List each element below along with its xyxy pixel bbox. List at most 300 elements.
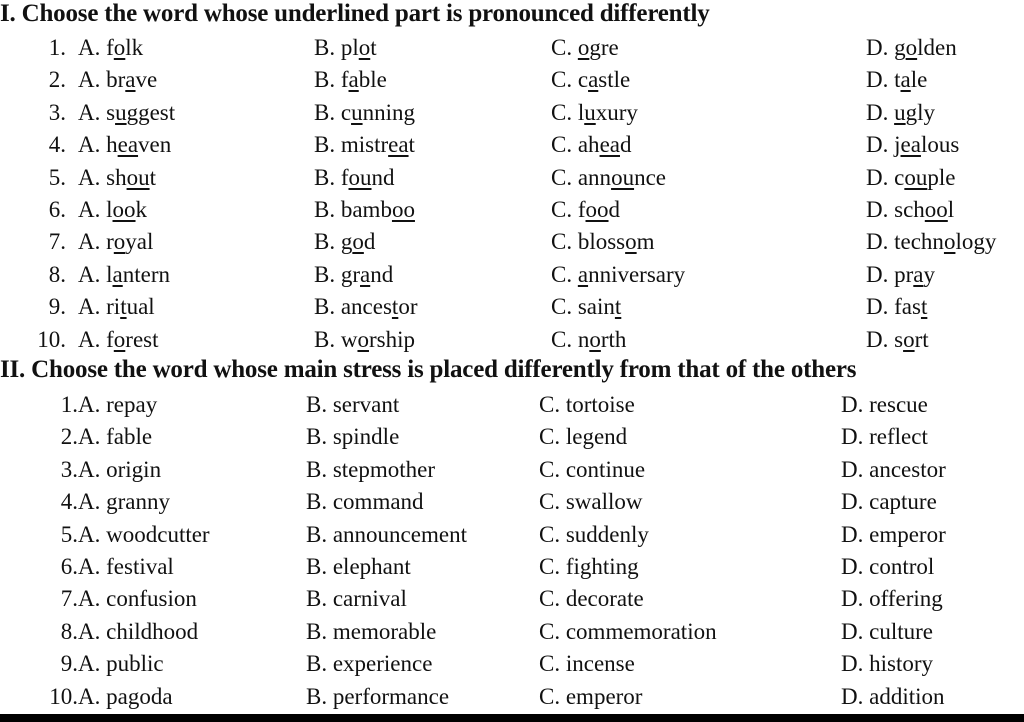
option-word: servant <box>332 392 400 417</box>
answer-option <box>78 226 153 258</box>
option-word: spindle <box>332 424 400 450</box>
option-letter: B. <box>306 683 328 709</box>
answer-option <box>539 519 649 551</box>
answer-option <box>539 648 635 680</box>
word-part: sh <box>106 164 127 190</box>
underlined-part: ea <box>388 132 409 158</box>
option-word: capture <box>869 489 937 515</box>
question-row <box>0 551 1024 583</box>
option-letter: C. <box>551 326 573 352</box>
question-number: 2. <box>48 67 66 93</box>
word-part: br <box>106 67 126 93</box>
option-letter: D. <box>866 326 889 352</box>
option-letter: B. <box>314 99 336 125</box>
underlined-part: ea <box>599 132 620 158</box>
option-word: memorable <box>332 618 437 644</box>
question-number: 6. <box>48 197 66 222</box>
option-word: emperor <box>869 521 946 547</box>
option-word: experience <box>332 651 433 677</box>
question-number: 1. <box>48 35 66 60</box>
option-word: rescue <box>869 392 928 417</box>
answer-option <box>841 389 928 421</box>
option-letter: A. <box>78 326 101 352</box>
option-letter: B. <box>306 618 328 644</box>
option-letter: A. <box>78 683 101 709</box>
answer-option <box>314 226 375 258</box>
option-letter: B. <box>314 261 336 287</box>
underlined-part: oo <box>924 197 948 222</box>
word-part: r <box>106 229 114 255</box>
word-part: t <box>149 164 156 190</box>
word-part: gly <box>905 99 936 125</box>
word-part: ven <box>138 132 172 158</box>
option-letter: A. <box>78 521 101 547</box>
answer-option <box>78 64 157 96</box>
answer-option <box>78 97 175 129</box>
word-part: t <box>894 67 901 93</box>
option-letter: D. <box>866 35 889 60</box>
answer-option <box>314 32 377 64</box>
answer-option <box>841 583 943 615</box>
word-part: f <box>340 164 349 190</box>
underlined-part: oo <box>585 197 609 222</box>
question-number: 9. <box>48 294 66 320</box>
word-part: ances <box>340 294 392 320</box>
word-part: lous <box>920 132 960 158</box>
answer-option <box>306 583 407 615</box>
option-letter: A. <box>78 294 101 320</box>
answer-option <box>539 616 717 648</box>
word-part: f <box>577 197 586 222</box>
underlined-part: ou <box>348 164 372 190</box>
option-letter: A. <box>78 651 101 677</box>
underlined-part: a <box>348 67 359 93</box>
option-letter: A. <box>78 164 101 190</box>
word-part: bloss <box>577 229 626 255</box>
word-part: pr <box>894 261 914 287</box>
option-word: culture <box>869 618 933 644</box>
answer-option <box>866 291 927 323</box>
answer-option <box>78 421 152 453</box>
option-word: pagoda <box>106 683 173 709</box>
word-part: n <box>577 326 590 352</box>
answer-option <box>866 129 959 161</box>
answer-option <box>841 551 934 583</box>
answer-option <box>841 648 933 680</box>
answer-option <box>841 486 937 518</box>
underlined-part: ou <box>611 164 635 190</box>
word-part: nce <box>634 164 666 190</box>
question-number: 3. <box>48 99 66 125</box>
option-letter: D. <box>866 229 889 255</box>
answer-option <box>78 194 147 226</box>
answer-option <box>539 486 643 518</box>
option-word: origin <box>106 456 162 482</box>
underlined-part: o <box>589 326 601 352</box>
question-number: 8. <box>48 261 66 287</box>
option-word: emperor <box>565 683 643 709</box>
answer-option <box>539 389 635 421</box>
word-part: c <box>340 99 352 125</box>
answer-option <box>841 421 928 453</box>
option-word: festival <box>106 554 174 579</box>
word-part: ntern <box>122 261 170 287</box>
question-number: 7. <box>60 586 78 612</box>
option-word: fable <box>106 424 153 450</box>
word-part: nning <box>362 99 415 125</box>
underlined-part: oo <box>112 197 136 222</box>
option-word: childhood <box>106 618 199 644</box>
word-part: ggest <box>126 99 176 125</box>
underlined-part: ou <box>904 164 928 190</box>
answer-option <box>314 97 415 129</box>
question-row <box>0 162 1024 194</box>
question-number: 6. <box>60 554 78 579</box>
answer-option <box>78 583 197 615</box>
answer-option <box>841 454 946 486</box>
option-word: confusion <box>106 586 197 612</box>
word-part: or <box>398 294 418 320</box>
option-letter: D. <box>841 456 864 482</box>
answer-option <box>306 454 435 486</box>
answer-option <box>78 616 198 648</box>
answer-option <box>551 194 620 226</box>
option-word: swallow <box>565 489 643 515</box>
underlined-part: a <box>913 261 924 287</box>
underlined-part: a <box>360 261 371 287</box>
option-word: ancestor <box>869 456 946 482</box>
option-letter: D. <box>866 197 889 222</box>
option-letter: D. <box>866 164 889 190</box>
answer-option <box>306 551 411 583</box>
option-letter: D. <box>866 132 889 158</box>
answer-option <box>551 129 631 161</box>
question-number: 4. <box>60 489 78 515</box>
answer-option <box>314 291 417 323</box>
word-part: t <box>408 132 415 158</box>
option-letter: A. <box>78 424 101 450</box>
option-letter: B. <box>314 67 336 93</box>
option-word: decorate <box>565 586 644 612</box>
answer-option <box>306 681 449 713</box>
answer-option <box>551 291 621 323</box>
answer-option <box>306 616 436 648</box>
answer-option <box>841 519 946 551</box>
answer-option <box>306 519 467 551</box>
word-part: stle <box>598 67 631 93</box>
option-word: public <box>106 651 164 677</box>
option-letter: A. <box>78 197 101 222</box>
option-word: addition <box>869 683 945 709</box>
word-part: c <box>894 164 905 190</box>
underlined-part: o <box>903 326 915 352</box>
option-letter: D. <box>841 651 864 677</box>
question-number: 3. <box>60 456 78 482</box>
option-letter: C. <box>551 197 573 222</box>
answer-option <box>866 64 927 96</box>
option-letter: B. <box>314 35 336 60</box>
option-letter: B. <box>306 554 328 579</box>
underlined-part: t <box>391 294 399 320</box>
answer-option <box>551 259 685 291</box>
underlined-part: ea <box>117 132 139 158</box>
bottom-border <box>0 714 1024 722</box>
word-part: d <box>608 197 621 222</box>
answer-option <box>78 454 161 486</box>
answer-option <box>551 97 638 129</box>
option-word: stepmother <box>332 456 436 482</box>
option-letter: D. <box>841 424 864 450</box>
word-part: ple <box>927 164 956 190</box>
option-letter: A. <box>78 554 101 579</box>
question-number: 5. <box>60 521 78 547</box>
answer-option <box>866 97 935 129</box>
option-letter: B. <box>306 521 328 547</box>
word-part: nd <box>371 164 395 190</box>
answer-option <box>314 194 415 226</box>
word-part: rth <box>600 326 627 352</box>
option-letter: C. <box>539 424 561 450</box>
option-letter: A. <box>78 132 101 158</box>
word-part: l <box>577 99 585 125</box>
underlined-part: a <box>900 67 911 93</box>
option-letter: C. <box>551 164 573 190</box>
answer-option <box>78 486 170 518</box>
question-number: 5. <box>48 164 66 190</box>
option-letter: B. <box>314 229 336 255</box>
option-letter: A. <box>78 618 101 644</box>
answer-option <box>551 162 666 194</box>
option-letter: B. <box>314 164 336 190</box>
underlined-part: u <box>115 99 127 125</box>
question-number: 2. <box>60 424 78 450</box>
answer-option <box>78 162 156 194</box>
question-row <box>0 616 1024 648</box>
option-word: elephant <box>332 554 411 579</box>
option-letter: B. <box>306 651 328 677</box>
underlined-part: a <box>577 261 589 287</box>
option-word: granny <box>106 489 170 515</box>
question-number: 1. <box>60 392 78 417</box>
underlined-part: o <box>625 229 637 255</box>
option-word: commemoration <box>565 618 717 644</box>
underlined-part: u <box>584 99 596 125</box>
answer-option <box>314 64 387 96</box>
word-part: yal <box>125 229 154 255</box>
option-letter: B. <box>314 326 336 352</box>
question-number: 10. <box>37 326 66 352</box>
option-letter: A. <box>78 586 101 612</box>
answer-option <box>314 129 415 161</box>
word-part: m <box>636 229 655 255</box>
word-part: j <box>894 132 901 158</box>
answer-option <box>866 194 954 226</box>
option-letter: B. <box>314 197 336 222</box>
word-part: ann <box>577 164 612 190</box>
underlined-part: a <box>112 261 123 287</box>
underlined-part: o <box>577 35 590 60</box>
word-part: f <box>106 326 114 352</box>
section-2-heading: II. Choose the word whose main stress is placed differently from that of the others <box>0 356 857 383</box>
question-row <box>0 583 1024 615</box>
option-letter: B. <box>314 132 336 158</box>
option-letter: C. <box>551 35 573 60</box>
underlined-part: t <box>614 294 622 320</box>
question-row <box>0 64 1024 96</box>
answer-option <box>866 259 935 291</box>
answer-option <box>841 681 945 713</box>
question-row <box>0 194 1024 226</box>
section-1-heading: I. Choose the word whose underlined part is pronounced differently <box>0 0 710 27</box>
option-letter: D. <box>841 521 864 547</box>
option-letter: C. <box>539 392 561 417</box>
answer-option <box>551 64 630 96</box>
word-part: ble <box>358 67 387 93</box>
underlined-part: ea <box>900 132 921 158</box>
underlined-part: oo <box>391 197 415 222</box>
option-word: offering <box>869 586 943 612</box>
word-part: y <box>923 261 936 287</box>
option-letter: C. <box>551 229 573 255</box>
option-letter: A. <box>78 67 101 93</box>
word-part: rt <box>914 326 929 352</box>
underlined-part: o <box>358 35 371 60</box>
answer-option <box>551 32 619 64</box>
word-part: xury <box>595 99 638 125</box>
question-row <box>0 324 1024 356</box>
word-part: s <box>894 326 904 352</box>
underlined-part: u <box>894 99 906 125</box>
option-letter: D. <box>866 67 889 93</box>
answer-option <box>78 681 173 713</box>
answer-option <box>78 32 143 64</box>
word-part: ual <box>126 294 155 320</box>
word-part: l <box>106 261 113 287</box>
option-letter: D. <box>841 586 864 612</box>
option-letter: B. <box>306 489 328 515</box>
answer-option <box>539 551 639 583</box>
question-row <box>0 519 1024 551</box>
answer-option <box>306 648 432 680</box>
word-part: gre <box>589 35 619 60</box>
word-part: sch <box>894 197 925 222</box>
option-letter: C. <box>539 586 561 612</box>
question-row <box>0 226 1024 258</box>
option-letter: B. <box>306 456 328 482</box>
option-letter: B. <box>314 294 336 320</box>
answer-option <box>866 162 955 194</box>
underlined-part: o <box>113 229 126 255</box>
option-letter: D. <box>841 618 864 644</box>
answer-option <box>314 259 393 291</box>
option-letter: C. <box>539 521 561 547</box>
option-letter: D. <box>866 261 889 287</box>
word-part: nniversary <box>588 261 686 287</box>
word-part: c <box>577 67 589 93</box>
question-row <box>0 129 1024 161</box>
question-row <box>0 648 1024 680</box>
option-letter: C. <box>551 99 573 125</box>
underlined-part: o <box>357 326 369 352</box>
option-letter: C. <box>551 67 573 93</box>
question-row <box>0 259 1024 291</box>
option-word: continue <box>565 456 646 482</box>
option-word: incense <box>565 651 635 677</box>
answer-option <box>78 519 210 551</box>
answer-option <box>78 129 171 161</box>
word-part: w <box>340 326 358 352</box>
underlined-part: t <box>120 294 127 320</box>
word-part: rest <box>125 326 159 352</box>
underlined-part: ou <box>126 164 150 190</box>
word-part: k <box>135 197 148 222</box>
word-part: rship <box>368 326 415 352</box>
option-letter: A. <box>78 99 101 125</box>
option-letter: C. <box>551 294 573 320</box>
word-part: mistr <box>340 132 389 158</box>
question-number: 10. <box>49 683 78 709</box>
answer-option <box>539 681 642 713</box>
word-part: pl <box>340 35 359 60</box>
answer-option <box>306 421 399 453</box>
question-row <box>0 389 1024 421</box>
answer-option <box>539 454 645 486</box>
answer-option <box>539 421 627 453</box>
option-letter: B. <box>306 586 328 612</box>
question-row <box>0 486 1024 518</box>
answer-option <box>314 324 415 356</box>
option-letter: A. <box>78 229 101 255</box>
question-row <box>0 681 1024 713</box>
question-row <box>0 291 1024 323</box>
option-word: repay <box>106 392 158 417</box>
underlined-part: o <box>113 326 126 352</box>
word-part: bamb <box>340 197 392 222</box>
word-part: l <box>106 197 113 222</box>
word-part: g <box>340 229 353 255</box>
question-row <box>0 421 1024 453</box>
underlined-part: a <box>125 67 136 93</box>
option-word: tortoise <box>565 392 635 417</box>
word-part: ah <box>577 132 600 158</box>
option-letter: A. <box>78 456 101 482</box>
option-letter: D. <box>866 99 889 125</box>
answer-option <box>78 389 157 421</box>
question-number: 4. <box>48 132 66 158</box>
word-part: gr <box>340 261 361 287</box>
option-letter: C. <box>539 651 561 677</box>
underlined-part: o <box>352 229 364 255</box>
option-letter: B. <box>306 392 328 417</box>
option-letter: D. <box>841 554 864 579</box>
answer-option <box>866 32 957 64</box>
word-part: s <box>106 99 116 125</box>
answer-option <box>78 259 170 291</box>
underlined-part: o <box>905 35 918 60</box>
option-letter: A. <box>78 261 101 287</box>
underlined-part: o <box>113 35 126 60</box>
question-row <box>0 454 1024 486</box>
option-word: woodcutter <box>106 521 210 547</box>
option-word: reflect <box>869 424 928 450</box>
underlined-part: u <box>351 99 363 125</box>
word-part: ri <box>106 294 121 320</box>
question-row <box>0 97 1024 129</box>
word-part: ve <box>135 67 158 93</box>
answer-option <box>539 583 644 615</box>
option-letter: C. <box>551 132 573 158</box>
option-word: legend <box>565 424 628 450</box>
